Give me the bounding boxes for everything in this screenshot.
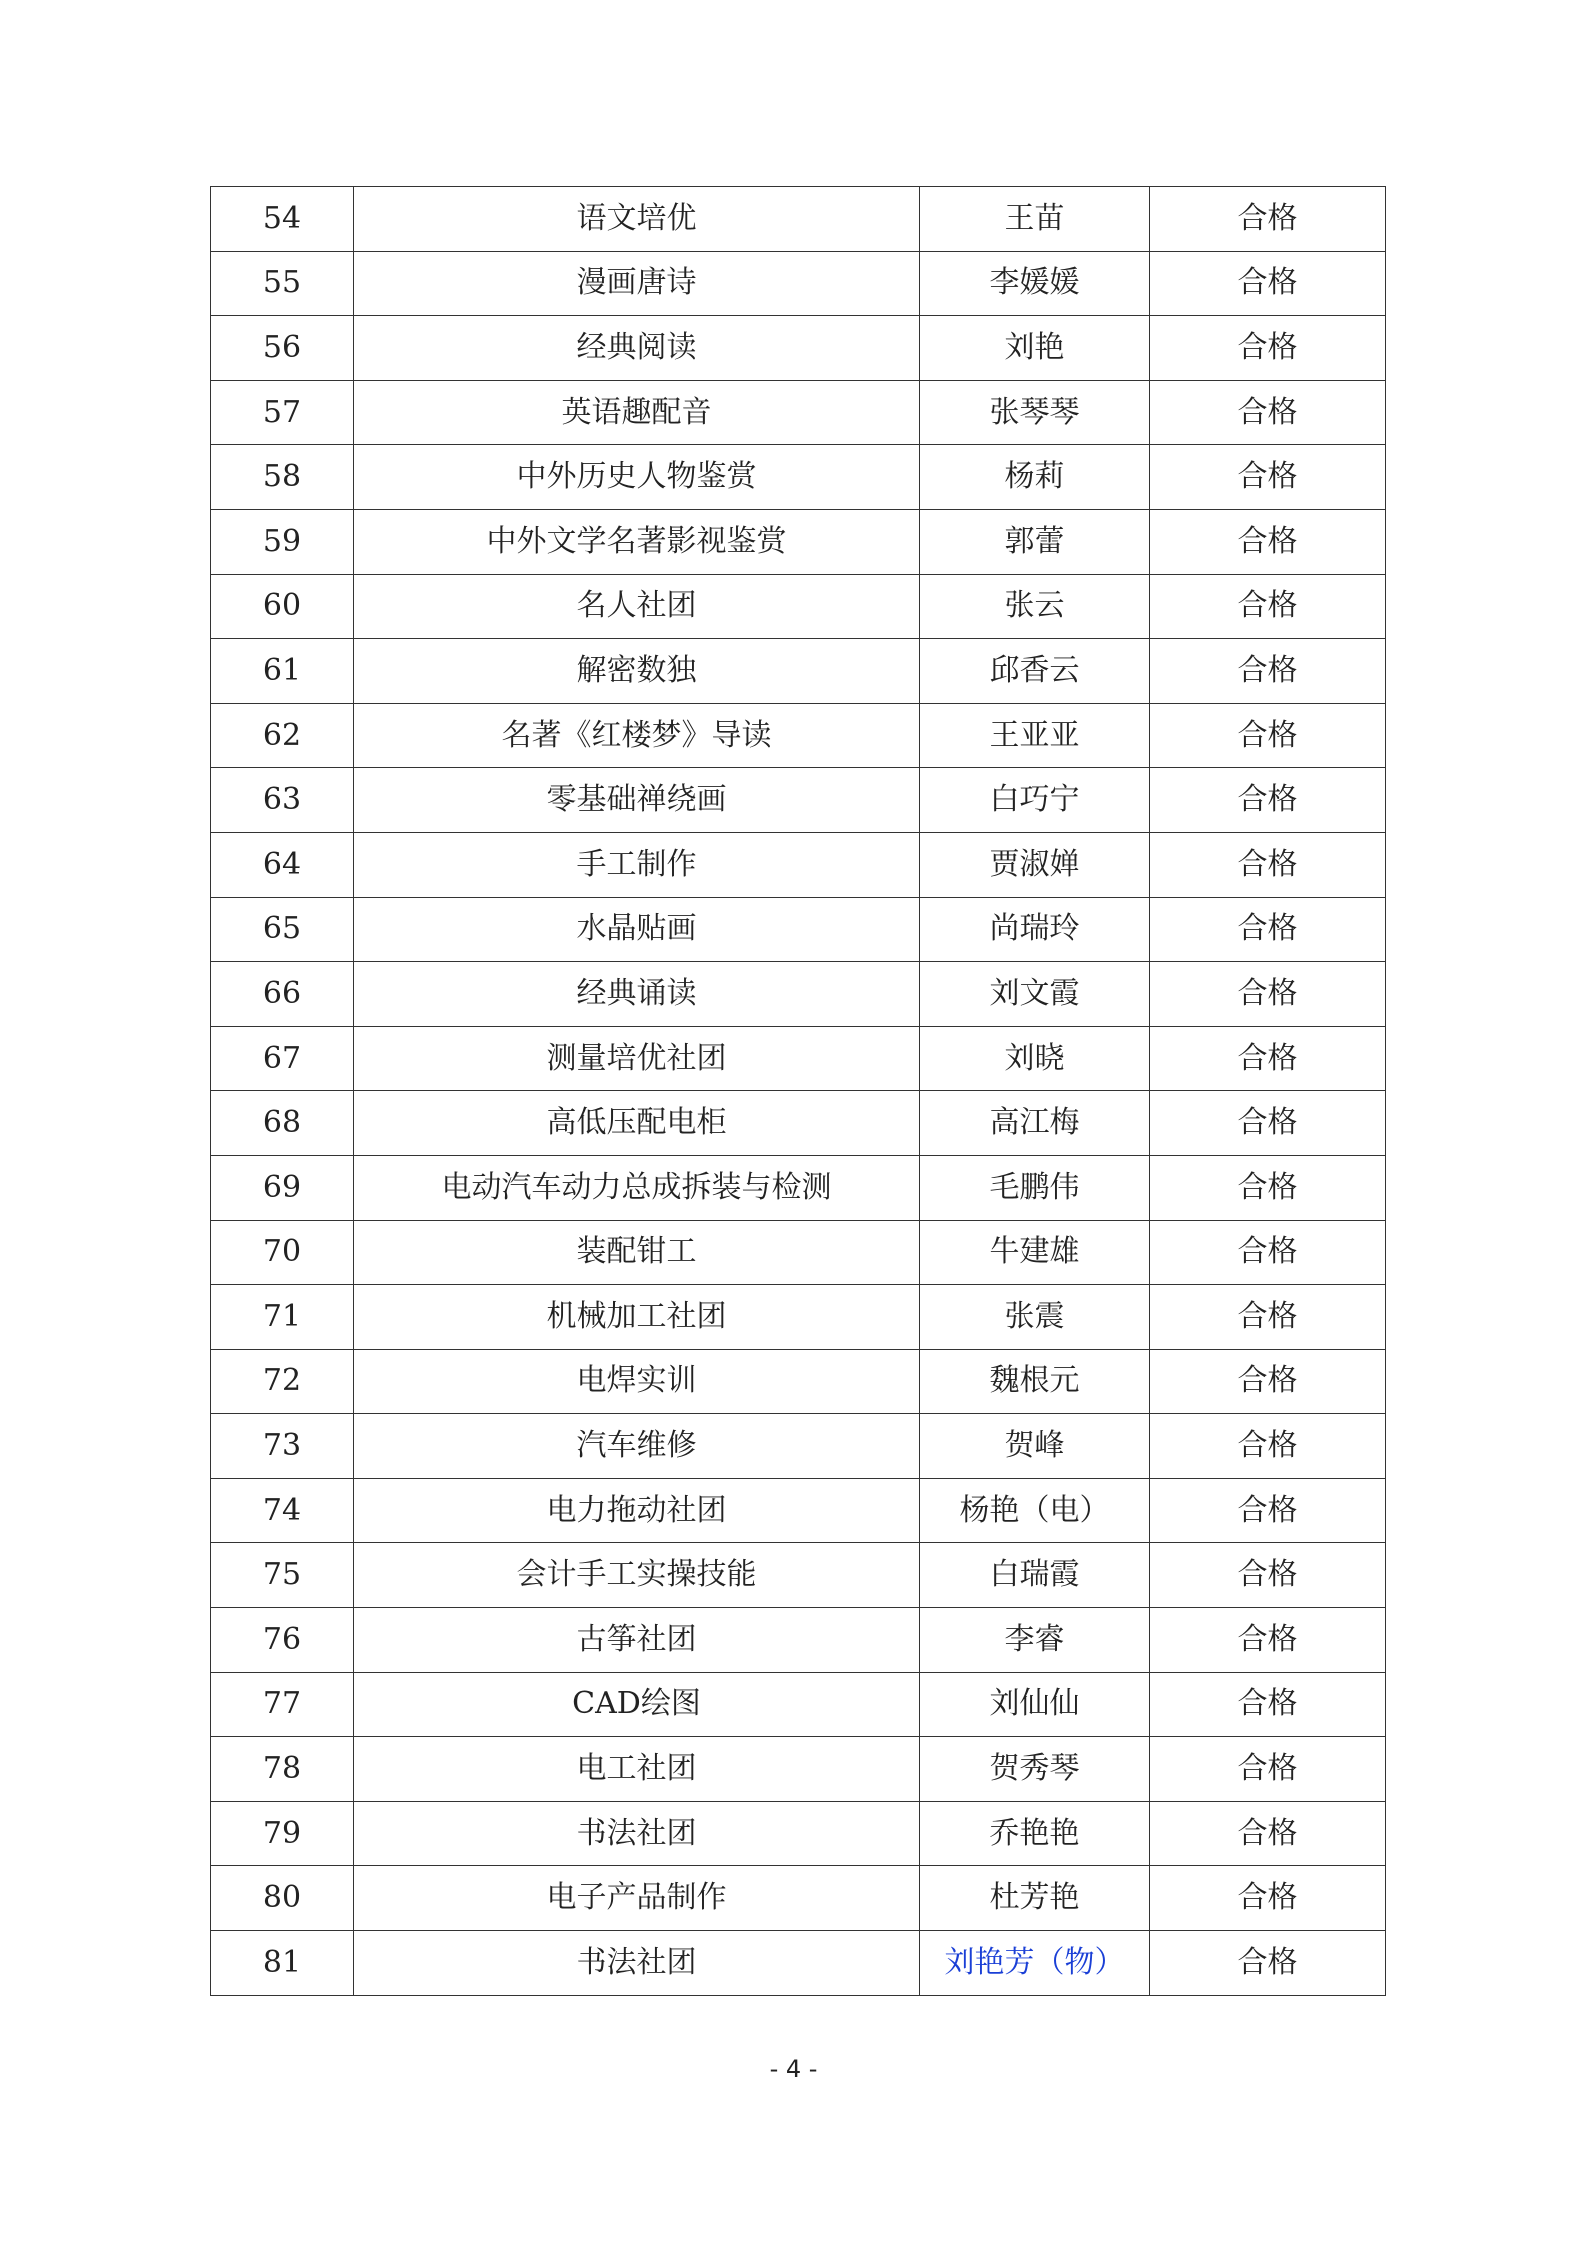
club-name-cell: 语文培优	[354, 187, 920, 252]
club-name-cell: 电子产品制作	[354, 1866, 920, 1931]
row-number-cell: 80	[211, 1866, 354, 1931]
result-cell: 合格	[1150, 962, 1386, 1027]
teacher-cell: 刘仙仙	[920, 1672, 1150, 1737]
club-name-cell: 会计手工实操技能	[354, 1543, 920, 1608]
result-cell: 合格	[1150, 768, 1386, 833]
club-name-cell: 名著《红楼梦》导读	[354, 703, 920, 768]
teacher-cell: 王苗	[920, 187, 1150, 252]
teacher-cell: 牛建雄	[920, 1220, 1150, 1285]
result-cell: 合格	[1150, 1672, 1386, 1737]
result-cell: 合格	[1150, 897, 1386, 962]
row-number-cell: 55	[211, 251, 354, 316]
club-name-cell: 电力拖动社团	[354, 1478, 920, 1543]
row-number-cell: 76	[211, 1608, 354, 1673]
result-cell: 合格	[1150, 1931, 1386, 1996]
result-cell: 合格	[1150, 251, 1386, 316]
club-name-cell: 名人社团	[354, 574, 920, 639]
result-cell: 合格	[1150, 1801, 1386, 1866]
club-results-table	[210, 186, 1386, 1996]
table-row	[211, 1478, 1386, 1543]
table-row	[211, 1349, 1386, 1414]
table-row	[211, 1931, 1386, 1996]
row-number-cell: 69	[211, 1155, 354, 1220]
table-body	[211, 187, 1386, 1996]
row-number-cell: 77	[211, 1672, 354, 1737]
club-name-cell: 手工制作	[354, 832, 920, 897]
table-row	[211, 1091, 1386, 1156]
table-row	[211, 639, 1386, 704]
club-name-cell: 装配钳工	[354, 1220, 920, 1285]
club-name-cell: 英语趣配音	[354, 380, 920, 445]
result-cell: 合格	[1150, 380, 1386, 445]
table-row	[211, 1285, 1386, 1350]
teacher-cell: 白巧宁	[920, 768, 1150, 833]
table-row	[211, 316, 1386, 381]
teacher-cell: 张琴琴	[920, 380, 1150, 445]
teacher-cell: 张震	[920, 1285, 1150, 1350]
result-cell: 合格	[1150, 1414, 1386, 1479]
table-row	[211, 1026, 1386, 1091]
page-number: - 4 -	[769, 2055, 818, 2083]
result-cell: 合格	[1150, 1608, 1386, 1673]
row-number-cell: 61	[211, 639, 354, 704]
row-number-cell: 75	[211, 1543, 354, 1608]
table-row	[211, 1414, 1386, 1479]
table-row	[211, 1737, 1386, 1802]
teacher-cell: 郭蕾	[920, 509, 1150, 574]
result-cell: 合格	[1150, 1737, 1386, 1802]
row-number-cell: 63	[211, 768, 354, 833]
row-number-cell: 72	[211, 1349, 354, 1414]
teacher-cell: 乔艳艳	[920, 1801, 1150, 1866]
table-row	[211, 1801, 1386, 1866]
result-cell: 合格	[1150, 445, 1386, 510]
teacher-cell: 刘艳芳（物）	[920, 1931, 1150, 1996]
club-name-cell: 汽车维修	[354, 1414, 920, 1479]
teacher-cell: 贾淑婵	[920, 832, 1150, 897]
table-row	[211, 445, 1386, 510]
teacher-cell: 白瑞霞	[920, 1543, 1150, 1608]
teacher-cell: 李睿	[920, 1608, 1150, 1673]
teacher-cell: 李媛媛	[920, 251, 1150, 316]
club-name-cell: 经典诵读	[354, 962, 920, 1027]
table-row	[211, 1866, 1386, 1931]
row-number-cell: 65	[211, 897, 354, 962]
row-number-cell: 59	[211, 509, 354, 574]
club-name-cell: 水晶贴画	[354, 897, 920, 962]
result-cell: 合格	[1150, 316, 1386, 381]
row-number-cell: 54	[211, 187, 354, 252]
table-row	[211, 509, 1386, 574]
teacher-cell: 刘晓	[920, 1026, 1150, 1091]
teacher-cell: 张云	[920, 574, 1150, 639]
result-cell: 合格	[1150, 1220, 1386, 1285]
teacher-cell: 杨艳（电）	[920, 1478, 1150, 1543]
row-number-cell: 81	[211, 1931, 354, 1996]
club-name-cell: 测量培优社团	[354, 1026, 920, 1091]
table-row	[211, 1608, 1386, 1673]
club-name-cell: 电工社团	[354, 1737, 920, 1802]
club-name-cell: 电动汽车动力总成拆装与检测	[354, 1155, 920, 1220]
row-number-cell: 60	[211, 574, 354, 639]
row-number-cell: 79	[211, 1801, 354, 1866]
result-cell: 合格	[1150, 703, 1386, 768]
club-name-cell: 中外文学名著影视鉴赏	[354, 509, 920, 574]
teacher-cell: 高江梅	[920, 1091, 1150, 1156]
club-name-cell: 机械加工社团	[354, 1285, 920, 1350]
row-number-cell: 66	[211, 962, 354, 1027]
result-cell: 合格	[1150, 1478, 1386, 1543]
club-name-cell: 书法社团	[354, 1931, 920, 1996]
row-number-cell: 67	[211, 1026, 354, 1091]
row-number-cell: 57	[211, 380, 354, 445]
club-name-cell: 中外历史人物鉴赏	[354, 445, 920, 510]
result-cell: 合格	[1150, 1091, 1386, 1156]
row-number-cell: 64	[211, 832, 354, 897]
row-number-cell: 78	[211, 1737, 354, 1802]
table-row	[211, 703, 1386, 768]
teacher-cell: 尚瑞玲	[920, 897, 1150, 962]
row-number-cell: 70	[211, 1220, 354, 1285]
teacher-cell: 贺秀琴	[920, 1737, 1150, 1802]
row-number-cell: 58	[211, 445, 354, 510]
row-number-cell: 73	[211, 1414, 354, 1479]
teacher-cell: 杜芳艳	[920, 1866, 1150, 1931]
row-number-cell: 62	[211, 703, 354, 768]
teacher-cell: 王亚亚	[920, 703, 1150, 768]
row-number-cell: 68	[211, 1091, 354, 1156]
table-row	[211, 380, 1386, 445]
result-cell: 合格	[1150, 509, 1386, 574]
table-row	[211, 1543, 1386, 1608]
table-row	[211, 251, 1386, 316]
result-cell: 合格	[1150, 187, 1386, 252]
table-row	[211, 1672, 1386, 1737]
club-name-cell: 漫画唐诗	[354, 251, 920, 316]
result-cell: 合格	[1150, 574, 1386, 639]
club-name-cell: 解密数独	[354, 639, 920, 704]
club-name-cell: 高低压配电柜	[354, 1091, 920, 1156]
table-row	[211, 768, 1386, 833]
teacher-cell: 刘文霞	[920, 962, 1150, 1027]
table-row	[211, 897, 1386, 962]
row-number-cell: 71	[211, 1285, 354, 1350]
table-row	[211, 832, 1386, 897]
row-number-cell: 74	[211, 1478, 354, 1543]
teacher-cell: 刘艳	[920, 316, 1150, 381]
teacher-cell: 魏根元	[920, 1349, 1150, 1414]
result-cell: 合格	[1150, 1026, 1386, 1091]
club-name-cell: 零基础禅绕画	[354, 768, 920, 833]
teacher-cell: 邱香云	[920, 639, 1150, 704]
result-cell: 合格	[1150, 1155, 1386, 1220]
result-cell: 合格	[1150, 639, 1386, 704]
table-row	[211, 187, 1386, 252]
club-name-cell: CAD绘图	[354, 1672, 920, 1737]
club-name-cell: 经典阅读	[354, 316, 920, 381]
result-cell: 合格	[1150, 1866, 1386, 1931]
result-cell: 合格	[1150, 1349, 1386, 1414]
table-row	[211, 1155, 1386, 1220]
table-row	[211, 1220, 1386, 1285]
club-name-cell: 电焊实训	[354, 1349, 920, 1414]
teacher-cell: 毛鹏伟	[920, 1155, 1150, 1220]
teacher-cell: 杨莉	[920, 445, 1150, 510]
table-row	[211, 574, 1386, 639]
club-name-cell: 书法社团	[354, 1801, 920, 1866]
row-number-cell: 56	[211, 316, 354, 381]
table-row	[211, 962, 1386, 1027]
result-cell: 合格	[1150, 1543, 1386, 1608]
club-name-cell: 古筝社团	[354, 1608, 920, 1673]
result-cell: 合格	[1150, 1285, 1386, 1350]
teacher-cell: 贺峰	[920, 1414, 1150, 1479]
result-cell: 合格	[1150, 832, 1386, 897]
